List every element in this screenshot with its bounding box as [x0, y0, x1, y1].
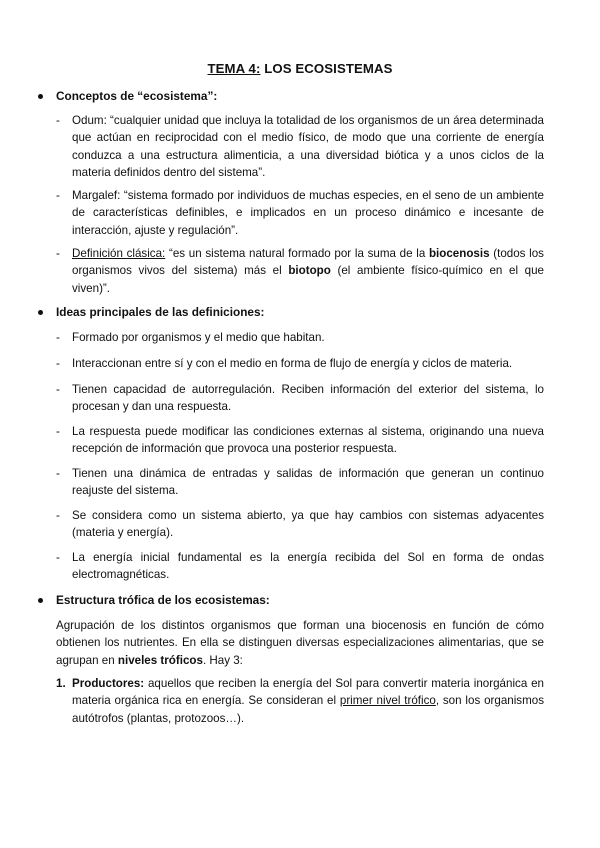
- dash-marker: -: [56, 247, 60, 260]
- dash-marker: -: [56, 383, 60, 396]
- text-run: Agrupación de los distintos organismos que forman una biocenosis en función de cómo obtienen los nutrientes. En ella se distinguen diversas especializaciones alimentarias, que se agrupan en: [56, 619, 544, 667]
- list-item: [56, 465, 544, 500]
- dash-marker: -: [56, 467, 60, 480]
- item-text: Tienen capacidad de autorregulación. Reciben información del exterior del sistema, lo procesan y dan una respuesta.: [72, 383, 544, 414]
- list-item: [56, 507, 544, 542]
- text-run: , son los organismos autótrofos (plantas, protozoos…).: [72, 694, 544, 725]
- term-primer-nivel: primer nivel trófico: [339, 694, 436, 708]
- title-rest: LOS ECOSISTEMAS: [260, 61, 393, 76]
- list-item: [56, 381, 544, 416]
- list-item-definicion-clasica: [56, 245, 544, 297]
- item-text: Formado por organismos y el medio que habitan.: [72, 331, 325, 344]
- list-item-margalef: [56, 187, 544, 239]
- item-text: La respuesta puede modificar las condiciones externas al sistema, originando una nueva recepción de información que provoca una posterior respuesta.: [72, 425, 544, 456]
- dash-marker: -: [56, 331, 60, 344]
- item-text: Odum: “cualquier unidad que incluya la totalidad de los organismos de un área determinada que actúan en reciprocidad con el medio físico, de modo que una corriente de energía conduzca a una estructura alimenticia, a una diversidad biótica y a unos ciclos de la materia definidos dentro del sistema”.: [72, 114, 544, 179]
- term-biocenosis: biocenosis: [428, 247, 490, 260]
- list-item: [56, 549, 544, 584]
- section-heading-ideas: [38, 305, 265, 319]
- dash-marker: -: [56, 425, 60, 438]
- section-heading-estructura: [38, 593, 270, 607]
- item-text: Se considera como un sistema abierto, ya que hay cambios con sistemas adyacentes (materia y energía).: [72, 509, 544, 540]
- bullet-icon: [38, 598, 43, 603]
- item-text: [72, 675, 544, 727]
- item-text: Interaccionan entre sí y con el medio en forma de flujo de energía y ciclos de materia.: [72, 357, 513, 370]
- title-label: TEMA 4:: [207, 61, 261, 76]
- section-heading-conceptos: [38, 89, 217, 103]
- dash-marker: -: [56, 114, 60, 127]
- item-text: [72, 245, 544, 297]
- text-run: (el ambiente físico-químico en el que viven)”.: [72, 264, 544, 295]
- text-run: “es un sistema natural formado por la suma de la: [165, 247, 429, 260]
- text-run: aquellos que reciben la energía del Sol para convertir materia inorgánica en materia orgánica rica en energía. Se consideran el: [72, 677, 544, 708]
- dash-marker: -: [56, 509, 60, 522]
- section-heading-text: Ideas principales de las definiciones:: [56, 305, 265, 319]
- section-heading-text: Conceptos de “ecosistema”:: [56, 89, 218, 103]
- bullet-icon: [38, 310, 43, 315]
- item-number: 1.: [56, 677, 66, 690]
- dash-marker: -: [56, 189, 60, 202]
- list-item-odum: [56, 112, 544, 181]
- definition-label: Definición clásica:: [72, 247, 166, 260]
- section-heading-text: Estructura trófica de los ecosistemas:: [56, 593, 270, 607]
- page-title: [0, 61, 600, 76]
- text-run: (todos los organismos vivos del sistema) más el: [72, 247, 544, 278]
- term-productores: Productores:: [72, 677, 145, 690]
- dash-marker: -: [56, 357, 60, 370]
- term-biotopo: biotopo: [288, 264, 331, 278]
- bullet-icon: [38, 94, 43, 99]
- list-item: [56, 355, 544, 372]
- section-paragraph: [56, 617, 544, 669]
- item-text: La energía inicial fundamental es la energía recibida del Sol en forma de ondas electromagnéticas.: [72, 551, 544, 582]
- item-text: Margalef: “sistema formado por individuos de muchas especies, en el seno de un ambiente de características definibles, e implicados en un proceso dinámico e incesante de interacción, ajuste y regulación”.: [72, 189, 544, 237]
- text-run: . Hay 3:: [202, 653, 243, 667]
- numbered-item-productores: [56, 675, 544, 727]
- list-item: [56, 423, 544, 458]
- list-item: [56, 329, 544, 346]
- term-niveles-troficos: niveles tróficos: [117, 653, 203, 667]
- item-text: Tienen una dinámica de entradas y salidas de información que generan un continuo reajuste del sistema.: [72, 467, 544, 498]
- dash-marker: -: [56, 551, 60, 564]
